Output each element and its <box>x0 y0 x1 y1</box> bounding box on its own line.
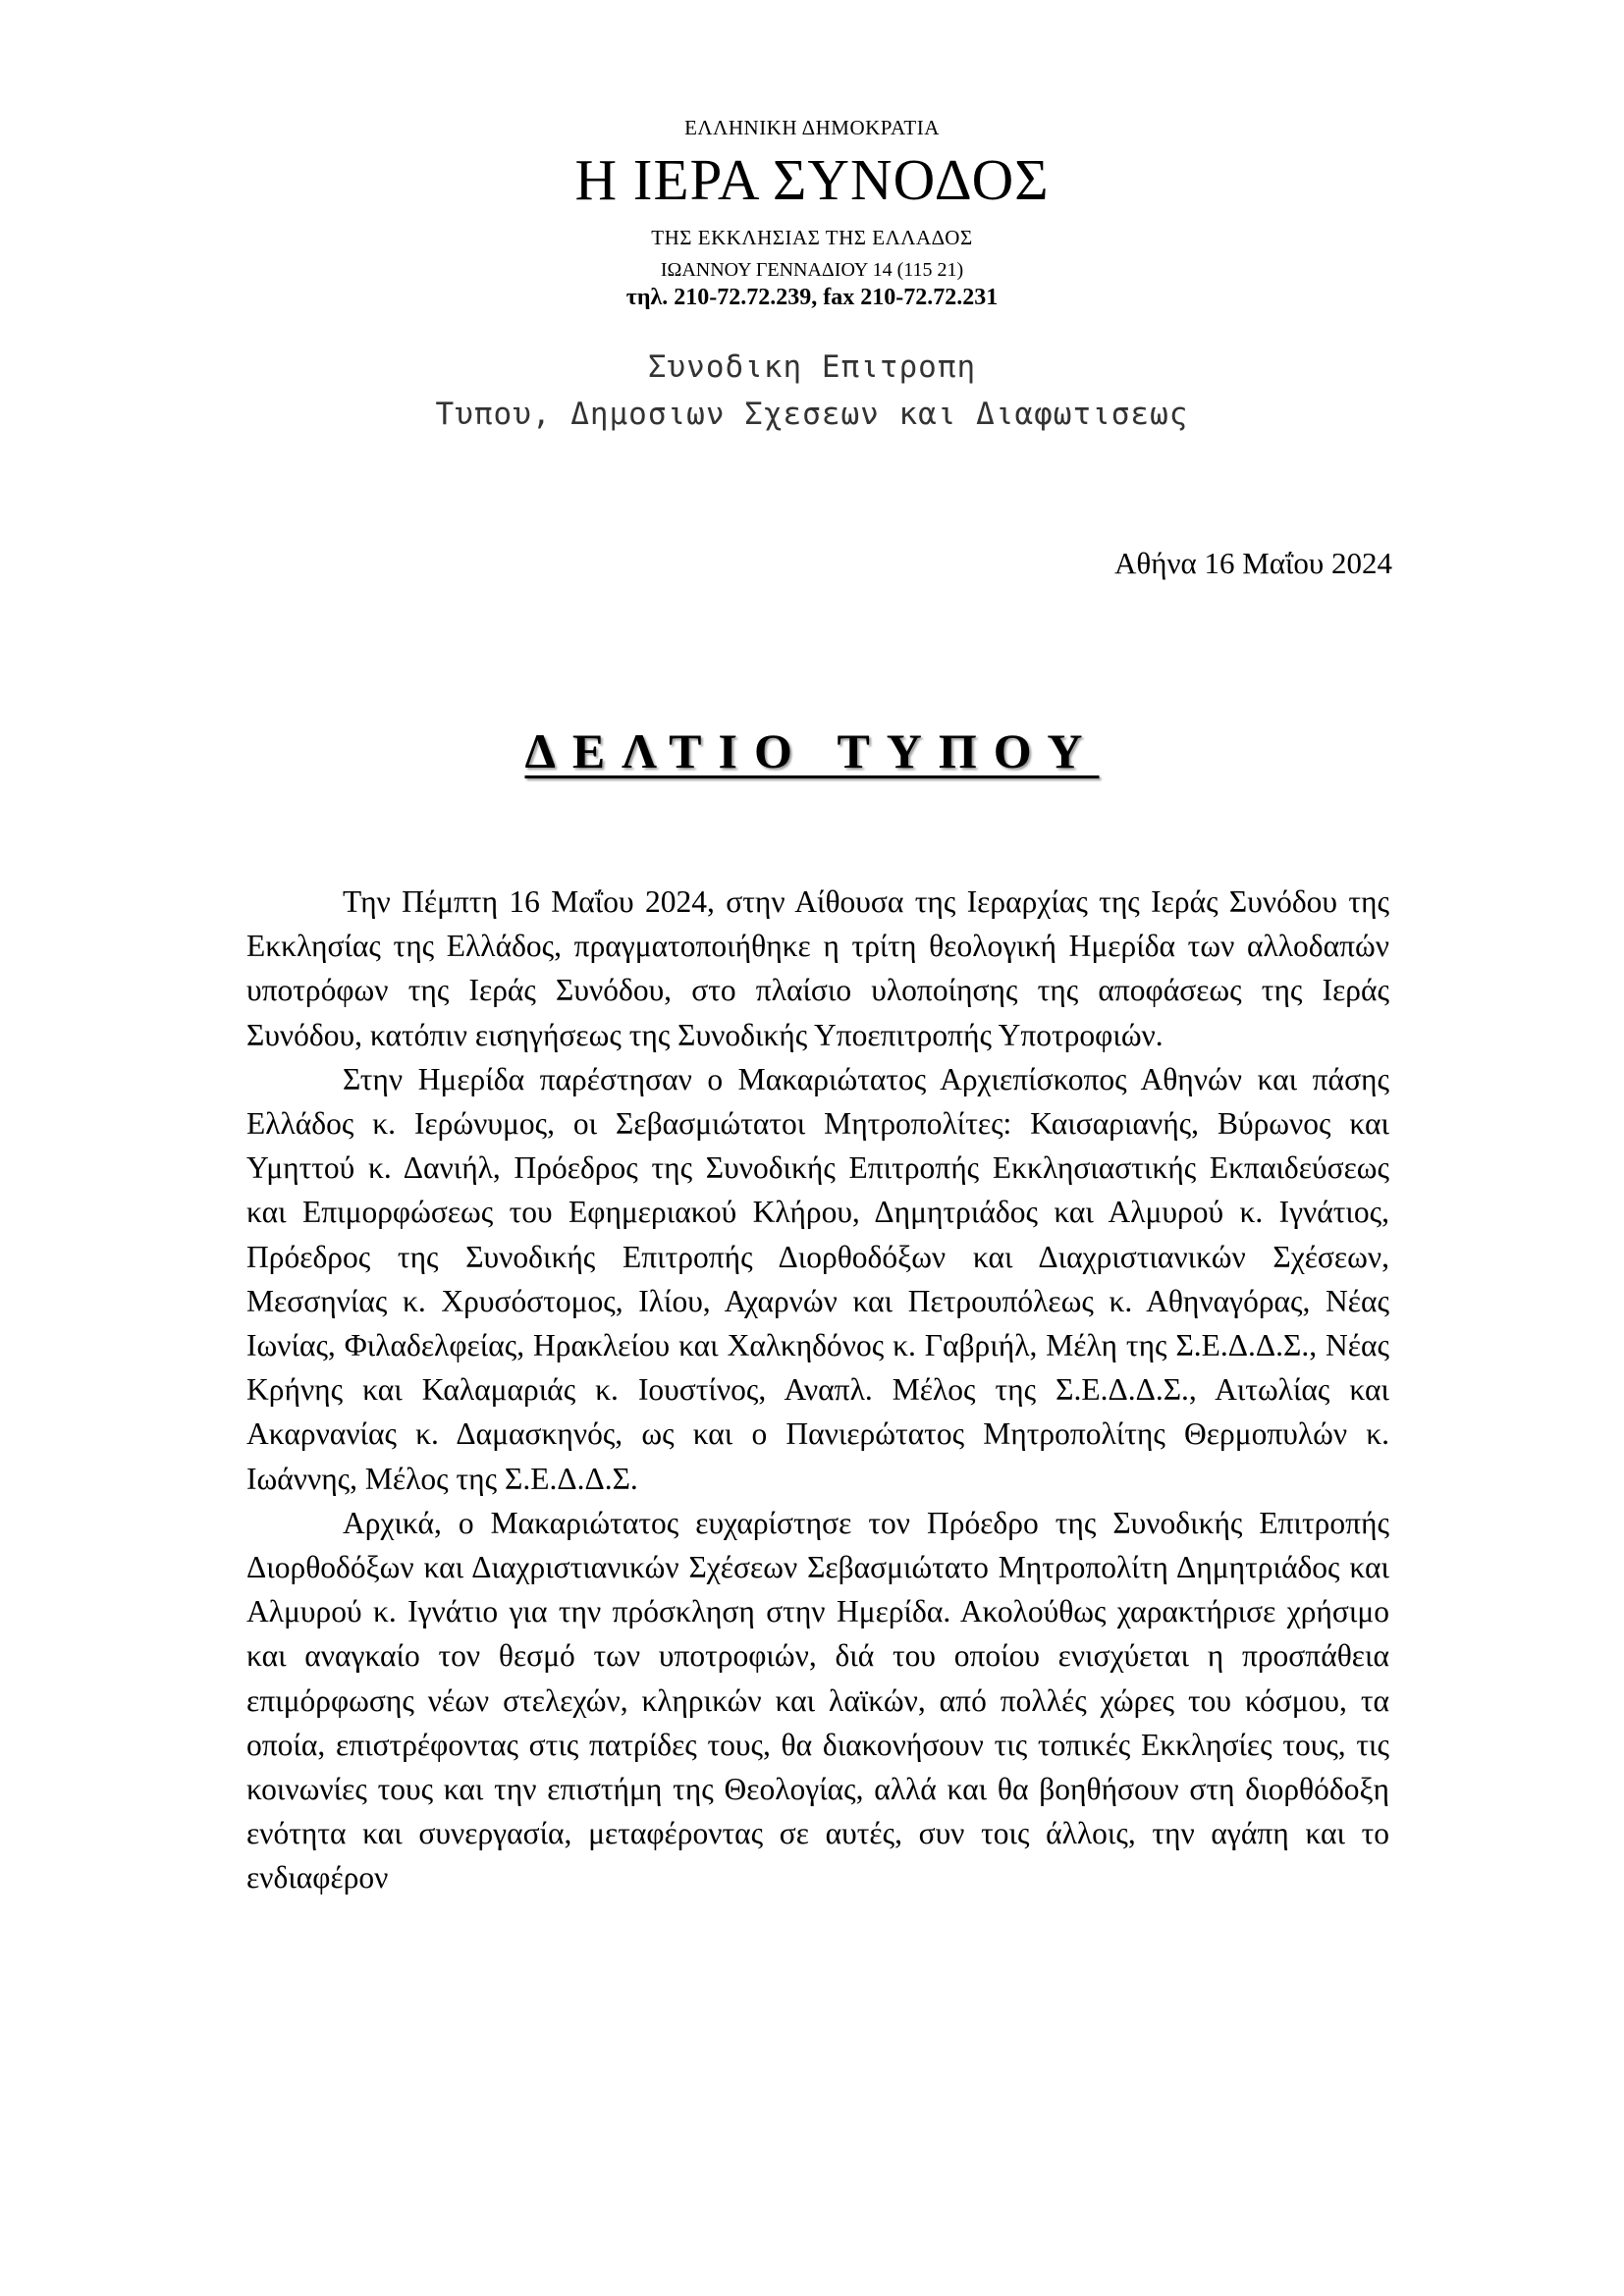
address-line: ΙΩΑΝΝΟΥ ΓΕΝΝΑΔΙΟΥ 14 (115 21) <box>660 259 964 281</box>
paragraph: Αρχικά, ο Μακαριώτατος ευχαρίστησε τον Πρόεδρο της Συνοδικής Επιτροπής Διορθοδόξων και Διαχριστιανικών Σχέσεων Σεβασμιώτατο Μητροπολίτη Δημητριάδος και Αλμυρού κ. Ιγνάτιο για την πρόσκληση στην Ημερίδα. Ακολούθως χαρακτήρισε χρήσιμο και αναγκαίο τον θεσμό των υποτροφιών, διά του οποίου ενισχύεται η προσπάθεια επιμόρφωσης νέων στελεχών, κληρικών και λαϊκών, από πολλές χώρες του κόσμου, τα οποία, επιστρέφοντας στις πατρίδες τους, θα διακονήσουν τις τοπικές Εκκλησίες τους, τις κοινωνίες τους και την επιστήμη της Θεολογίας, αλλά και θα βοηθήσουν στη διορθόδοξη ενότητα και συνεργασία, μεταφέροντας σε αυτές, συν τοις άλλοις, την αγάπη και το ενδιαφέρον <box>246 1505 1389 1896</box>
date-line: Αθήνα 16 Μαΐου 2024 <box>1114 546 1392 580</box>
republic-heading: ΕΛΛΗΝΙΚΗ ΔΗΜΟΚΡΑΤΙΑ <box>684 116 940 139</box>
paragraph: Την Πέμπτη 16 Μαΐου 2024, στην Αίθουσα της Ιεραρχίας της Ιεράς Συνόδου της Εκκλησίας της Ελλάδος, πραγματοποιήθηκε η τρίτη θεολογική Ημερίδα των αλλοδαπών υποτρόφων της Ιεράς Συνόδου, στο πλαίσιο υλοποίησης της αποφάσεως της Ιεράς Συνόδου, κατόπιν εισηγήσεως της Συνοδικής Υποεπιτροπής Υποτροφιών. <box>246 884 1389 1052</box>
body-text <box>246 880 1389 1900</box>
committee-heading-line2: Τυπου, Δημοσιων Σχεσεων και Διαφωτισεως <box>435 397 1189 432</box>
paragraph: Στην Ημερίδα παρέστησαν ο Μακαριώτατος Αρχιεπίσκοπος Αθηνών και πάσης Ελλάδος κ. Ιερώνυμος, οι Σεβασμιώτατοι Μητροπολίτες: Καισαριανής, Βύρωνος και Υμηττού κ. Δανιήλ, Πρόεδρος της Συνοδικής Επιτροπής Εκκλησιαστικής Εκπαιδεύσεως και Επιμορφώσεως του Εφημεριακού Κλήρου, Δημητριάδος και Αλμυρού κ. Ιγνάτιος, Πρόεδρος της Συνοδικής Επιτροπής Διορθοδόξων και Διαχριστιανικών Σχέσεων, Μεσσηνίας κ. Χρυσόστομος, Ιλίου, Αχαρνών και Πετρουπόλεως κ. Αθηναγόρας, Νέας Ιωνίας, Φιλαδελφείας, Ηρακλείου και Χαλκηδόνος κ. Γαβριήλ, Μέλη της Σ.Ε.Δ.Δ.Σ., Νέας Κρήνης και Καλαμαριάς κ. Ιουστίνος, Αναπλ. Μέλος της Σ.Ε.Δ.Δ.Σ., Αιτωλίας και Ακαρνανίας κ. Δαμασκηνός, ως και ο Πανιερώτατος Μητροπολίτης Θερμοπυλών κ. Ιωάννης, Μέλος της Σ.Ε.Δ.Δ.Σ. <box>246 1061 1389 1496</box>
committee-heading-line1: Συνοδικη Επιτροπη <box>647 349 977 385</box>
synod-heading: Η ΙΕΡΑ ΣΥΝΟΔΟΣ <box>574 147 1050 212</box>
church-heading: ΤΗΣ ΕΚΚΛΗΣΙΑΣ ΤΗΣ ΕΛΛΑΔΟΣ <box>651 226 973 249</box>
phone-fax-line: τηλ. 210-72.72.239, fax 210-72.72.231 <box>625 285 999 310</box>
press-release-title: ΔΕΛΤΙΟ ΤΥΠΟΥ <box>524 723 1100 778</box>
